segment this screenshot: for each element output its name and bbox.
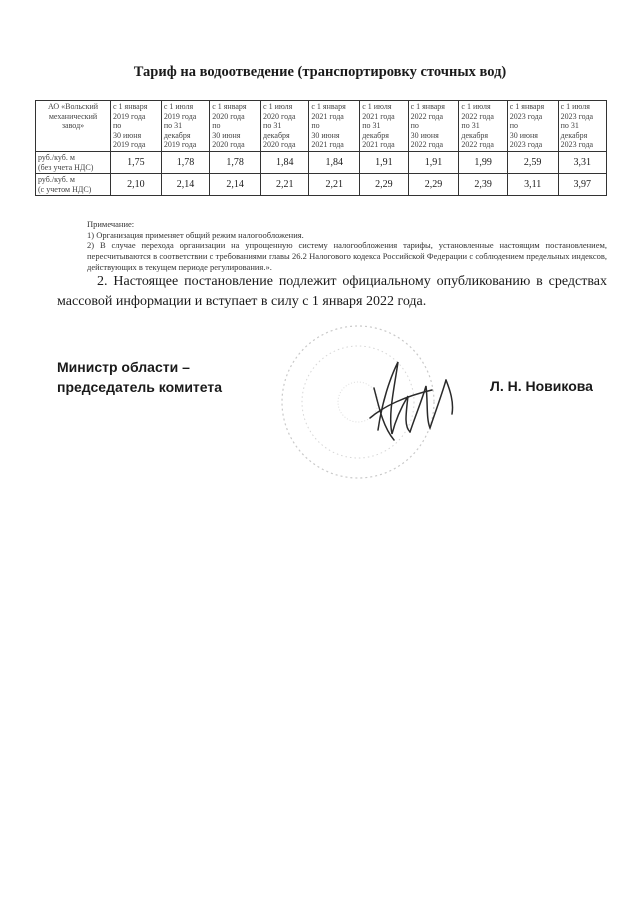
tariff-table (35, 100, 607, 196)
period-header-line: 2021 года (362, 111, 395, 121)
position-line-1: Министр области – (57, 359, 190, 375)
period-header-line: по 31 (163, 121, 183, 131)
period-header-cell (161, 101, 209, 152)
period-header-line: по (212, 121, 221, 131)
period-header-line: декабря (461, 130, 489, 140)
period-header-line: с 1 июля (560, 102, 590, 111)
period-header-cell (360, 101, 408, 152)
tariff-value-cell: 1,84 (309, 151, 360, 173)
official-seal-icon (270, 310, 480, 490)
period-header-line: 2019 года (113, 140, 146, 150)
period-header-line: с 1 января (212, 102, 247, 111)
tariff-value-cell: 1,78 (161, 151, 209, 173)
period-header-line: декабря (560, 130, 588, 140)
tariff-value-cell: 2,10 (111, 174, 162, 196)
period-header-line: 2020 года (263, 140, 296, 150)
period-header-line: с 1 января (113, 102, 148, 111)
tariff-value-cell: 2,29 (360, 174, 408, 196)
org-header-cell: АО «Вольский механический завод» (36, 101, 111, 152)
period-header-cell (558, 101, 606, 152)
table-header-row (36, 101, 607, 152)
period-header-line: с 1 июля (461, 102, 491, 111)
tariff-value-cell: 2,21 (309, 174, 360, 196)
tariff-value-cell: 1,75 (111, 151, 162, 173)
period-header-line: по (311, 121, 320, 131)
unit-line: руб./куб. м (38, 175, 75, 185)
period-header-line: с 1 января (410, 102, 445, 111)
period-header-line: 2021 года (362, 140, 395, 150)
unit-cell (36, 174, 111, 196)
tariff-value-cell: 1,78 (210, 151, 261, 173)
period-header-line: 2022 года (410, 111, 444, 121)
unit-line: (без учета НДС) (38, 162, 94, 172)
handwritten-signature (370, 362, 453, 440)
table-row (36, 151, 607, 173)
tariff-value-cell: 1,84 (261, 151, 309, 173)
signatory-name: Л. Н. Новикова (490, 378, 593, 394)
signatory-position (57, 358, 222, 397)
tariff-value-cell: 1,99 (459, 151, 507, 173)
tariff-value-cell: 2,14 (161, 174, 209, 196)
period-header-line: 2021 года (311, 140, 344, 150)
period-header-line: декабря (362, 130, 389, 140)
tariff-value-cell: 2,21 (261, 174, 309, 196)
publication-paragraph: 2. Настоящее постановление подлежит официальному опубликованию в средствах массовой информации и вступает в силу с 1 января 2022 года. (57, 274, 607, 310)
position-line-2: председатель комитета (57, 378, 223, 395)
period-header-cell (210, 101, 261, 152)
tariff-value-cell: 3,31 (558, 151, 606, 173)
period-header-line: 2020 года (212, 111, 245, 121)
period-header-line: по 31 (263, 121, 282, 131)
period-header-cell (408, 101, 459, 152)
note-item-1: 1) Организация применяет общий режим налогообложения. (87, 229, 304, 240)
period-header-cell (459, 101, 507, 152)
unit-line: руб./куб. м (38, 152, 75, 162)
period-header-line: 2023 года (560, 140, 594, 150)
period-header-line: 2022 года (461, 111, 494, 121)
period-header-line: с 1 июля (362, 102, 392, 111)
table-row (36, 174, 607, 196)
period-header-cell (261, 101, 309, 152)
period-header-line: 2019 года (163, 111, 197, 121)
period-header-line: по (410, 121, 419, 131)
stamp-and-signature (270, 310, 480, 490)
period-header-line: 2023 года (509, 140, 543, 150)
tariff-value-cell: 2,59 (507, 151, 558, 173)
document-title: Тариф на водоотведение (транспортировку сточных вод) (133, 64, 507, 80)
period-header-cell (111, 101, 162, 152)
unit-line: (с учетом НДС) (38, 184, 92, 194)
period-header-line: по 31 (560, 121, 579, 131)
period-header-line: 2022 года (410, 140, 444, 150)
period-header-line: 2023 года (560, 111, 594, 121)
period-header-line: по (509, 121, 519, 131)
notes-block (87, 219, 607, 272)
period-header-line: 2022 года (461, 140, 494, 150)
notes-heading: Примечание: (87, 219, 135, 229)
period-header-line: с 1 января (509, 102, 545, 111)
period-header-line: 2019 года (163, 140, 197, 150)
period-header-line: 2020 года (212, 140, 245, 150)
period-header-line: по 31 (362, 121, 381, 131)
period-header-line: по (113, 121, 122, 131)
period-header-line: 30 июня (311, 130, 340, 140)
tariff-value-cell: 1,91 (360, 151, 408, 173)
unit-cell (36, 151, 111, 173)
period-header-line: с 1 июля (163, 102, 194, 111)
tariff-value-cell: 2,39 (459, 174, 507, 196)
period-header-line: декабря (163, 130, 191, 140)
period-header-cell (507, 101, 558, 152)
period-header-cell (309, 101, 360, 152)
period-header-line: 2021 года (311, 111, 344, 121)
tariff-value-cell: 3,11 (507, 174, 558, 196)
tariff-value-cell: 3,97 (558, 174, 606, 196)
tariff-value-cell: 1,91 (408, 151, 459, 173)
period-header-line: 2023 года (509, 111, 543, 121)
note-item-2: 2) В случае перехода организации на упрощенную систему налогообложения тарифы, установленные настоящим постановлением, пересчитываются в соответствии с требованиями главы 26.2 Налогового кодекса Российской Федерации с соблюдением предельных индексов, действующих в текущем периоде регулирования.». (87, 240, 607, 272)
period-header-line: 2019 года (113, 111, 146, 121)
period-header-line: декабря (263, 130, 290, 140)
period-header-line: по 31 (461, 121, 480, 131)
period-header-line: 30 июня (509, 130, 538, 140)
period-header-line: с 1 июля (263, 102, 293, 111)
period-header-line: 30 июня (212, 130, 241, 140)
tariff-value-cell: 2,14 (210, 174, 261, 196)
period-header-line: с 1 января (311, 102, 346, 111)
period-header-line: 30 июня (113, 130, 142, 140)
tariff-value-cell: 2,29 (408, 174, 459, 196)
period-header-line: 2020 года (263, 111, 296, 121)
period-header-line: 30 июня (410, 130, 439, 140)
